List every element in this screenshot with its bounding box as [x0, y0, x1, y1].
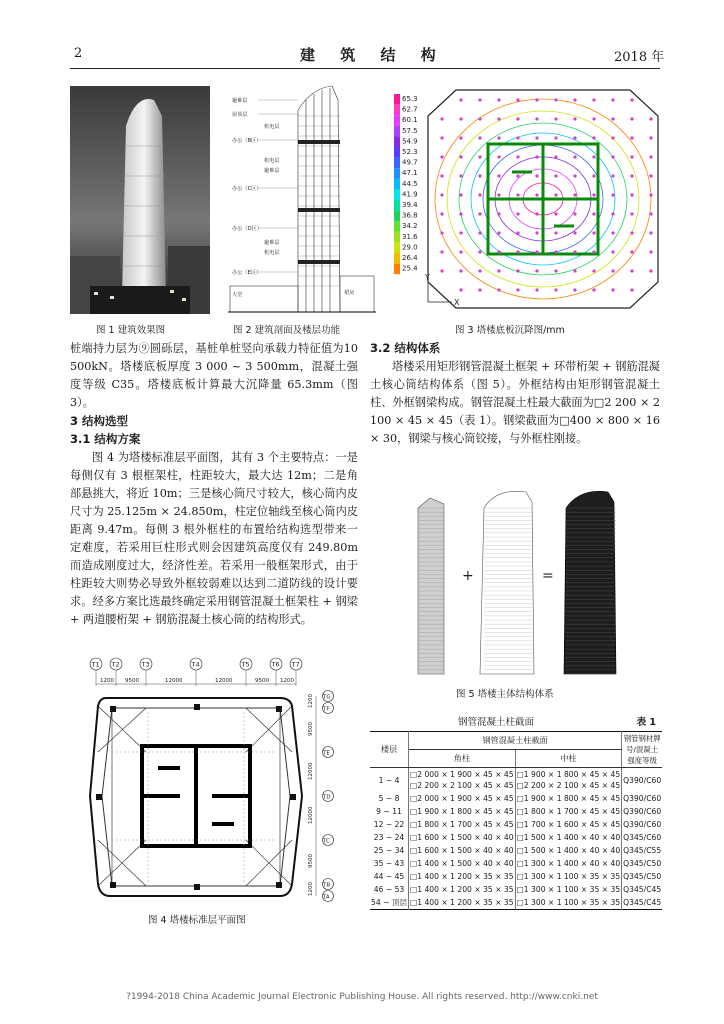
- axis-label: TG: [323, 694, 331, 701]
- figure-3-caption: 图 3 塔楼底板沉降图/mm: [455, 325, 565, 336]
- legend-swatch: [394, 126, 400, 137]
- table-cell-middle: □1 300 × 1 100 × 35 × 35: [516, 872, 621, 881]
- combined-model: [564, 491, 616, 674]
- dimension-label: 9500: [308, 722, 314, 736]
- legend-label: 47.1: [402, 169, 418, 178]
- table-cell-floor: 12 ~ 22: [370, 818, 409, 831]
- figure-4-plan: [76, 656, 340, 912]
- figure-4-caption: 图 4 塔楼标准层平面图: [148, 915, 246, 926]
- th-middle: 中柱: [515, 750, 622, 768]
- legend-label: 39.4: [402, 201, 418, 209]
- table-row: [370, 870, 662, 883]
- fig2-label: 机电层: [264, 250, 280, 256]
- legend-swatch: [394, 136, 400, 147]
- table-row: [370, 818, 662, 831]
- legend-swatch: [394, 253, 400, 264]
- legend-swatch: [394, 211, 400, 222]
- column-section-table: [370, 731, 662, 910]
- dimension-label: 1200: [100, 678, 114, 684]
- dimension-label: 12000: [308, 762, 314, 780]
- table-cell-grade: Q345/C50: [623, 859, 662, 868]
- fig2-label: 屋顶层: [232, 112, 248, 118]
- fig2-label: 避难层: [264, 168, 280, 174]
- fig2-label: 办公（D区）: [232, 226, 262, 232]
- legend-label: 29.0: [402, 243, 418, 252]
- fig5-plus: +: [462, 568, 474, 584]
- journal-title: 建 筑 结 构: [300, 46, 446, 64]
- section-3-heading: 3 结构选型: [70, 414, 129, 428]
- section-3-1-heading: 3.1 结构方案: [70, 432, 141, 446]
- table-cell-corner: □1 600 × 1 500 × 40 × 40: [410, 846, 514, 855]
- legend-swatch: [394, 200, 400, 211]
- legend-swatch: [394, 105, 400, 116]
- legend-swatch: [394, 221, 400, 232]
- table-cell-middle: □1 500 × 1 400 × 40 × 40: [516, 833, 621, 842]
- page-number: 2: [74, 46, 83, 61]
- legend-label: 54.9: [402, 137, 418, 146]
- fig3-axis-y: Y: [425, 273, 430, 282]
- legend-label: 36.8: [402, 211, 418, 220]
- fig2-label: 机电层: [264, 124, 280, 130]
- fig3-legend: [394, 94, 418, 274]
- legend-swatch: [394, 179, 400, 190]
- axis-label: T1: [91, 660, 100, 669]
- legend-swatch: [394, 147, 400, 158]
- table-cell-grade: Q390/C60: [623, 807, 662, 816]
- figure-5-caption: 图 5 塔楼主体结构体系: [456, 689, 554, 700]
- table-cell-corner: □1 400 × 1 200 × 35 × 35: [410, 885, 514, 894]
- core-tube-model: [418, 498, 444, 674]
- fig3-axis-x: X: [454, 298, 460, 307]
- legend-label: 26.4: [402, 254, 418, 262]
- legend-label: 41.9: [402, 190, 418, 199]
- dimension-label: 9500: [308, 854, 314, 868]
- legend-label: 60.1: [402, 116, 418, 125]
- dimension-label: 12000: [165, 678, 183, 684]
- figure-3-settlement: [392, 86, 662, 314]
- table-cell-corner: □1 400 × 1 200 × 35 × 35: [409, 896, 516, 910]
- figure-2-section: [228, 80, 376, 318]
- table-cell-grade: Q345/C50: [623, 872, 662, 881]
- axis-label: TA: [323, 894, 330, 901]
- journal-year: 2018 年: [614, 50, 665, 65]
- figure-1-rendering: [70, 86, 210, 314]
- table-cell-floor: 1 ~ 4: [370, 768, 409, 793]
- header-rule: [70, 68, 660, 69]
- legend-swatch: [394, 264, 400, 275]
- dimension-label: 9500: [125, 678, 139, 684]
- table-cell-grade: Q345/C60: [623, 833, 662, 842]
- legend-label: 52.3: [402, 148, 418, 156]
- dimension-label: 12000: [215, 678, 233, 684]
- legend-label: 62.7: [402, 105, 418, 114]
- dimension-label: 1200: [280, 678, 294, 684]
- table-cell-corner: □2 000 × 1 900 × 45 × 45 □2 200 × 2 100 × 45 × 45: [409, 768, 516, 793]
- table-1-title: 钢管混凝土柱截面: [458, 717, 535, 728]
- table-row: [370, 805, 662, 818]
- figure-2-caption: 图 2 建筑剖面及楼层功能: [233, 325, 341, 336]
- table-row: [370, 792, 662, 805]
- th-corner: 角柱: [409, 750, 516, 768]
- table-cell-floor: 46 ~ 53: [370, 883, 409, 896]
- table-cell-middle: □1 300 × 1 100 × 35 × 35: [516, 885, 621, 894]
- legend-swatch: [394, 94, 400, 105]
- th-section: 钢管混凝土柱截面: [409, 732, 622, 750]
- axis-label: T5: [241, 660, 250, 669]
- dimension-label: 9500: [255, 678, 269, 684]
- table-cell-middle: □1 900 × 1 800 × 45 × 45 □2 200 × 2 100 × 45 × 45: [515, 768, 622, 793]
- figure-1-caption: 图 1 建筑效果图: [96, 325, 166, 336]
- fig2-label: 办公（E区）: [232, 270, 262, 276]
- legend-label: 49.7: [402, 158, 418, 167]
- axis-label: T6: [271, 660, 280, 669]
- fig2-label: 办公（C区）: [232, 186, 262, 192]
- paragraph-3-2: 塔楼采用矩形钢管混凝土框架 + 环带桁架 + 钢筋混凝土核心筒结构体系（图 5）。外框结构由矩形钢管混凝土柱、外框钢梁构成。钢管混凝土柱最大截面为□2 200 × 2 100 × 45 × 45（表 1）。钢梁截面为□400 × 800 × 16 × 30，钢梁与核心筒铰接，与外框柱刚接。: [370, 360, 660, 445]
- dimension-label: 1200: [308, 694, 314, 708]
- axis-label: TE: [323, 750, 330, 757]
- table-cell-floor: 5 ~ 8: [370, 792, 409, 805]
- fig2-label: 机电层: [264, 158, 280, 164]
- legend-label: 57.5: [402, 126, 418, 135]
- table-1: [370, 714, 660, 910]
- axis-label: T3: [141, 660, 150, 669]
- table-cell-corner: □1 600 × 1 500 × 40 × 40: [410, 833, 514, 842]
- figure-5-structure: [404, 484, 628, 680]
- legend-swatch: [394, 242, 400, 253]
- table-cell-grade: Q390/C60: [622, 768, 663, 793]
- copyright-footer: ?1994-2018 China Academic Journal Electronic Publishing House. All rights reserved. http://www.cnki.net: [126, 992, 598, 1002]
- fig2-label: 裙房: [344, 290, 355, 296]
- section-3-2-heading: 3.2 结构体系: [370, 341, 441, 355]
- legend-label: 34.2: [402, 222, 418, 231]
- table-cell-grade: Q390/C60: [623, 794, 662, 803]
- fig2-label: 大堂: [232, 292, 243, 298]
- legend-swatch: [394, 232, 400, 243]
- legend-label: 25.4: [402, 264, 418, 273]
- fig2-label: 办公（B区）: [232, 138, 262, 144]
- axis-label: T4: [191, 660, 200, 669]
- table-row: [370, 768, 662, 793]
- fig5-equals: =: [542, 568, 554, 584]
- table-cell-grade: Q390/C60: [623, 820, 662, 829]
- table-cell-floor: 9 ~ 11: [370, 805, 409, 818]
- table-cell-floor: 23 ~ 24: [370, 831, 409, 844]
- paragraph-pile: 桩端持力层为⑨圆砾层，基桩单桩竖向承载力特征值为10 500kN。塔楼底板厚度 3 000 ~ 3 500mm，混凝土强度等级 C35。塔楼底板计算最大沉降量 65.3mm（图 3）。: [70, 342, 358, 409]
- table-cell-floor: 54 ~ 顶层: [370, 896, 409, 910]
- axis-label: TB: [323, 882, 331, 889]
- table-cell-floor: 44 ~ 45: [370, 870, 409, 883]
- table-cell-grade: Q345/C45: [622, 896, 663, 910]
- legend-label: 31.6: [402, 232, 418, 241]
- paragraph-3-1: 图 4 为塔楼标准层平面图，其有 3 个主要特点：一是每侧仅有 3 根框架柱，柱距较大，最大达 12m；二是角部悬挑大，将近 10m；三是核心筒尺寸较大，核心筒内皮尺寸为 25.125m × 24.850m，柱定位轴线至核心筒内皮距离 9.47m。每侧 3 根外框柱的布置给结构选型带来一定难度，若采用巨柱形式则会因建筑高度仅有 249.80m 而造成刚度过大，经济性差。若采用一般框架形式，由于柱距较大则势必导致外框较弱难以达到二道防线的设计要求。经多方案比选最终确定采用钢管混凝土框架柱 + 钢梁 + 两道腰桁架 + 钢筋混凝土核心筒的结构形式。: [70, 451, 358, 626]
- table-cell-floor: 35 ~ 43: [370, 857, 409, 870]
- axis-label: TF: [323, 706, 330, 713]
- th-floor: 楼层: [370, 732, 409, 768]
- fig2-label: 避难层: [264, 240, 280, 246]
- table-cell-middle: □1 300 × 1 400 × 40 × 40: [516, 859, 621, 868]
- table-1-number: 表 1: [636, 717, 656, 728]
- table-row: [370, 857, 662, 870]
- legend-swatch: [394, 115, 400, 126]
- table-cell-corner: □1 900 × 1 800 × 45 × 45: [410, 807, 514, 816]
- fig2-label: 避难层: [232, 98, 248, 104]
- table-cell-floor: 25 ~ 34: [370, 844, 409, 857]
- axis-label: TC: [323, 838, 330, 845]
- table-cell-grade: Q345/C45: [623, 885, 662, 894]
- table-cell-corner: □2 000 × 1 900 × 45 × 45: [410, 794, 514, 803]
- legend-label: 44.5: [402, 179, 418, 188]
- axis-label: TD: [323, 794, 331, 801]
- legend-swatch: [394, 189, 400, 200]
- table-row: [370, 883, 662, 896]
- table-cell-grade: Q345/C55: [623, 846, 662, 855]
- legend-label: 65.3: [402, 95, 418, 103]
- table-row: [370, 896, 662, 910]
- th-grade: 钢管钢材牌号/混凝土强度等级: [622, 732, 663, 768]
- table-row: [370, 831, 662, 844]
- table-row: [370, 844, 662, 857]
- table-cell-middle: □1 800 × 1 700 × 45 × 45: [516, 807, 621, 816]
- dimension-label: 1200: [308, 882, 314, 896]
- axis-label: T7: [291, 660, 300, 669]
- table-cell-corner: □1 800 × 1 700 × 45 × 45: [410, 820, 514, 829]
- legend-swatch: [394, 158, 400, 169]
- table-cell-middle: □1 700 × 1 600 × 45 × 45: [516, 820, 621, 829]
- table-cell-middle: □1 500 × 1 400 × 40 × 40: [516, 846, 621, 855]
- axis-label: T2: [111, 660, 120, 669]
- table-cell-middle: □1 300 × 1 100 × 35 × 35: [515, 896, 622, 910]
- dimension-label: 12000: [308, 806, 314, 824]
- legend-swatch: [394, 168, 400, 179]
- table-cell-middle: □1 900 × 1 800 × 45 × 45: [516, 794, 621, 803]
- table-cell-corner: □1 400 × 1 200 × 35 × 35: [410, 872, 514, 881]
- table-cell-corner: □1 400 × 1 500 × 40 × 40: [410, 859, 514, 868]
